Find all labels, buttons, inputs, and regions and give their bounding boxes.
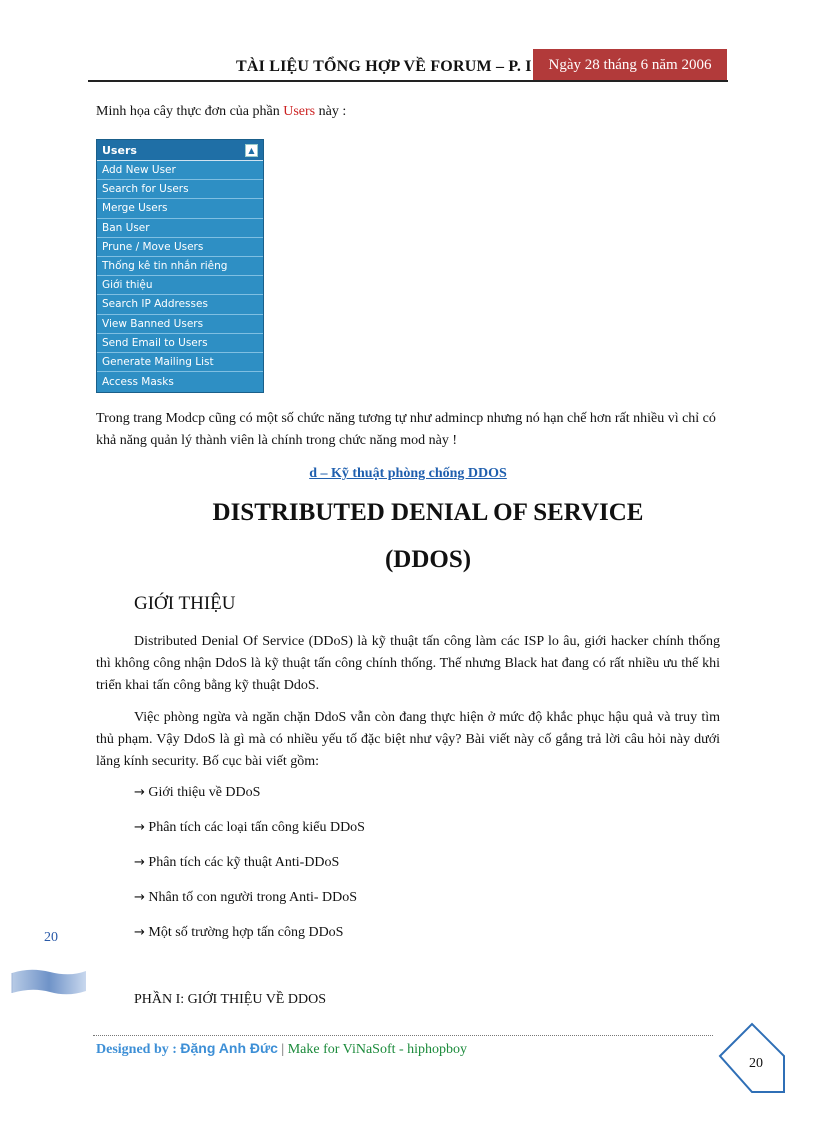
arrow-right-icon: → [134, 820, 145, 835]
menu-item-search-ip-addresses[interactable]: Search IP Addresses [97, 295, 263, 314]
part-title: PHẦN I: GIỚI THIỆU VỀ DDOS [134, 992, 326, 1007]
list-item [134, 820, 365, 836]
paragraph-ddos-prevention-text: Việc phòng ngừa và ngăn chặn DdoS vẫn còn đang thực hiện ở mức độ khắc phục hậu quả và truy tìm thủ phạm. Vậy DdoS là gì mà có nhiều yếu tố đặc biệt như vậy? Bài viết này cố gắng trả lời câu hỏi này dưới lăng kính security. Bố cục bài viết gồm: [96, 710, 720, 769]
list-item [134, 785, 260, 801]
paragraph-ddos-intro-text: Distributed Denial Of Service (DDoS) là kỹ thuật tấn công làm các ISP lo âu, giới hacker chính thống thì không công nhận DdoS là kỹ thuật tấn công chính thống. Thế nhưng Black hat đang có rất nhiều ưu thế khi triển khai tấn công bằng kỹ thuật DdoS. [96, 634, 720, 693]
intro-highlight: Users [283, 104, 316, 119]
document-header-title: TÀI LIỆU TỔNG HỢP VỀ FORUM – P. I [236, 58, 532, 75]
list-item [134, 925, 343, 941]
header-rule [88, 80, 728, 82]
menu-item-prune-move-users[interactable]: Prune / Move Users [97, 238, 263, 257]
list-item-text: Một số trường hợp tấn công DDoS [148, 925, 344, 940]
main-heading-line1: DISTRIBUTED DENIAL OF SERVICE [212, 499, 644, 526]
users-menu-title: Users [102, 143, 137, 157]
users-menu-header[interactable] [97, 140, 263, 161]
list-item [134, 855, 339, 871]
arrow-right-icon: → [134, 925, 145, 940]
collapse-up-icon[interactable]: ▲ [245, 144, 258, 157]
margin-page-number: 20 [44, 930, 58, 945]
menu-item-referrals[interactable]: Giới thiệu [97, 276, 263, 295]
footer-designed-by: Designed by : [96, 1042, 181, 1057]
footer-rule [93, 1035, 713, 1036]
menu-item-search-for-users[interactable]: Search for Users [97, 180, 263, 199]
menu-item-send-email-to-users[interactable]: Send Email to Users [97, 334, 263, 353]
arrow-right-icon: → [134, 785, 145, 800]
intro-text-after: này : [315, 104, 347, 119]
list-item-text: Phân tích các kỹ thuật Anti-DDoS [148, 855, 340, 870]
footer [96, 1040, 467, 1058]
menu-item-ban-user[interactable]: Ban User [97, 219, 263, 238]
intro-text-before: Minh họa cây thực đơn của phần [96, 104, 284, 119]
menu-item-access-masks[interactable]: Access Masks [102, 375, 174, 388]
paragraph-ddos-prevention [96, 707, 720, 773]
paragraph-ddos-intro [96, 631, 720, 697]
list-item-text: Nhân tố con người trong Anti- DDoS [148, 890, 358, 905]
paragraph-modcp: Trong trang Modcp cũng có một số chức năng tương tự như admincp nhưng nó hạn chế hơn rất nhiều vì chỉ có khả năng quản lý thành viên là chính trong chức năng mod này ! [96, 411, 716, 448]
footer-author: Đặng Anh Đức [180, 1040, 278, 1056]
menu-item-merge-users[interactable]: Merge Users [97, 199, 263, 218]
main-heading-line2: (DDOS) [384, 546, 472, 573]
list-item-text: Phân tích các loại tấn công kiểu DDoS [148, 820, 365, 835]
list-item [134, 890, 357, 906]
menu-item-generate-mailing-list[interactable]: Generate Mailing List [97, 353, 263, 372]
footer-separator: | [277, 1042, 288, 1057]
subsection-title-ddos[interactable]: d – Kỹ thuật phòng chống DDOS [309, 466, 507, 481]
footer-make-for: Make for ViNaSoft - hiphopboy [287, 1042, 468, 1057]
intro-line [96, 101, 346, 123]
list-item-text: Giới thiệu về DDoS [148, 785, 261, 800]
users-menu-panel [96, 139, 264, 393]
section-title-gioi-thieu: GIỚI THIỆU [134, 593, 236, 614]
arrow-right-icon: → [134, 855, 145, 870]
menu-item-add-new-user[interactable]: Add New User [97, 161, 263, 180]
arrow-right-icon: → [134, 890, 145, 905]
menu-item-view-banned-users[interactable]: View Banned Users [97, 315, 263, 334]
page-number: 20 [749, 1056, 763, 1071]
menu-item-private-message-stats[interactable]: Thống kê tin nhắn riêng [97, 257, 263, 276]
decorative-ribbon-icon [10, 967, 88, 997]
header-date-band: Ngày 28 tháng 6 năm 2006 [533, 49, 727, 81]
